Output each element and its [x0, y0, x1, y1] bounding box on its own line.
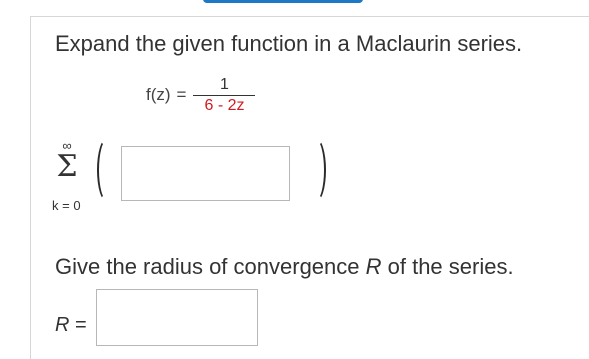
function-definition: [146, 73, 255, 117]
question-panel-top-border: [30, 16, 589, 17]
radius-symbol-r: R: [365, 254, 382, 279]
top-navigation-tab-indicator: [203, 0, 363, 3]
series-term-answer-field[interactable]: [121, 146, 290, 201]
radius-answer-symbol: R: [55, 314, 70, 336]
fraction-numerator: 1: [220, 75, 229, 93]
radius-answer-field[interactable]: [96, 289, 258, 346]
radius-instruction-before: Give the radius of convergence: [55, 254, 366, 279]
right-parenthesis-icon: [306, 138, 326, 202]
question-panel-left-border: [30, 16, 31, 359]
radius-answer-equals: =: [75, 314, 87, 336]
fraction-denominator: 6 - 2z: [204, 96, 245, 114]
summation-notation: [52, 138, 81, 219]
left-parenthesis-icon: [97, 138, 117, 202]
function-equals-sign: =: [176, 85, 187, 104]
radius-instruction-text: [55, 256, 514, 278]
series-instruction-text: Expand the given function in a Maclaurin series.: [55, 31, 523, 56]
function-label: f(z): [146, 85, 171, 104]
summation-upper-limit: ∞: [62, 138, 72, 153]
summation-lower-limit: k = 0: [52, 198, 81, 213]
summation-sigma-icon: Σ: [56, 149, 78, 184]
radius-instruction-after: of the series.: [381, 254, 514, 279]
radius-answer-label: [55, 315, 87, 335]
function-fraction: [193, 76, 255, 115]
